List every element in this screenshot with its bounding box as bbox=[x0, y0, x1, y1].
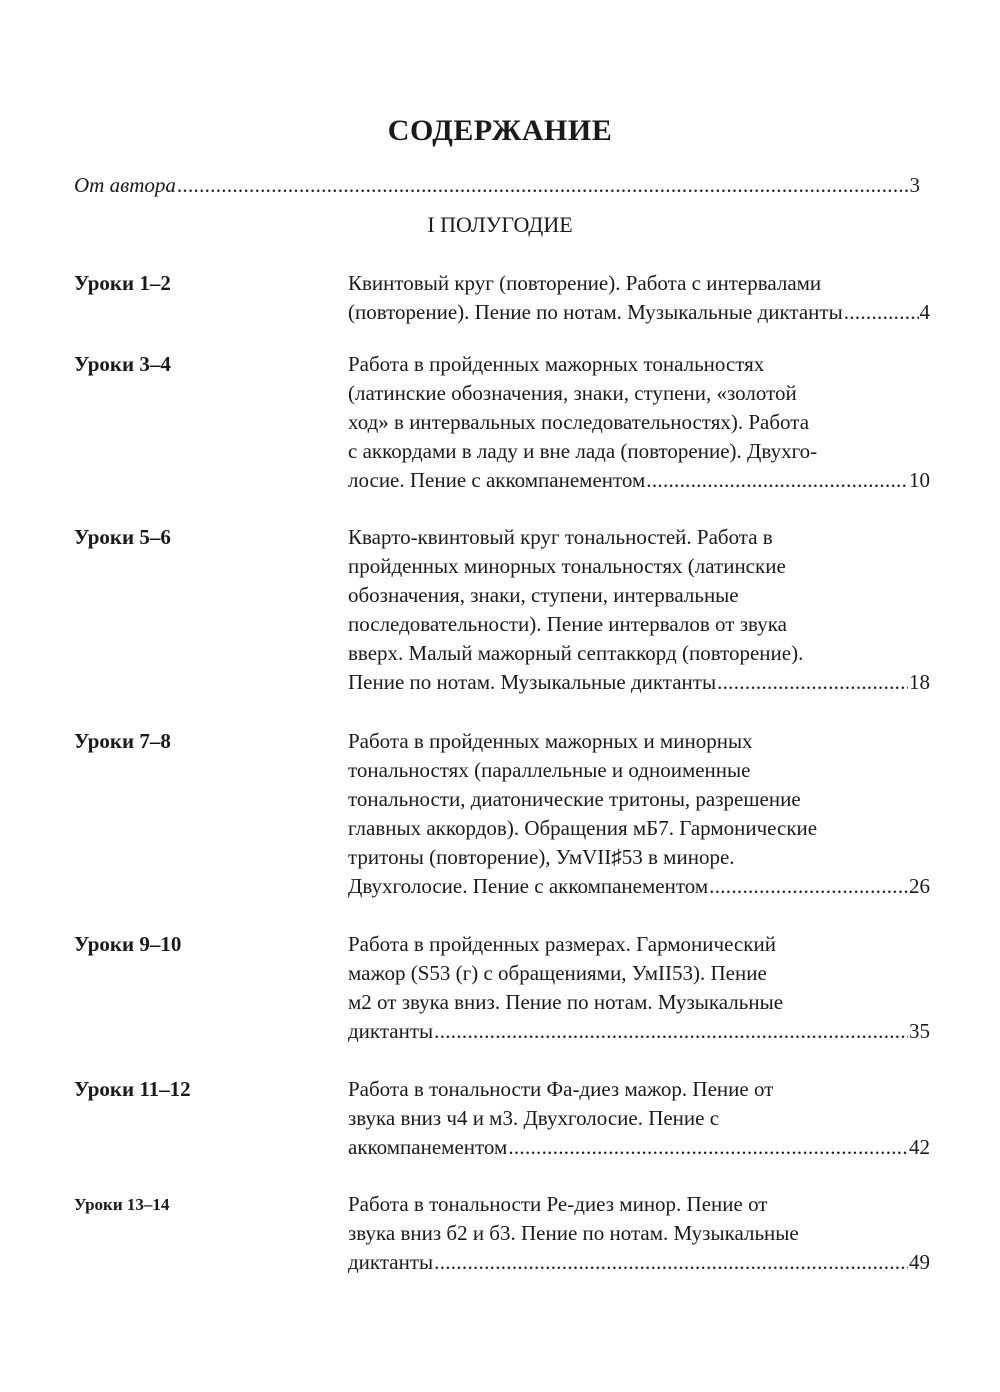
toc-entry-line: м2 от звука вниз. Пение по нотам. Музыкальные bbox=[348, 990, 784, 1014]
toc-entry-line: обозначения, знаки, ступени, интервальные bbox=[348, 583, 739, 607]
toc-entry-author-label: От автора bbox=[74, 173, 176, 197]
toc-entry-line: Работа в тональности Фа-диез мажор. Пение от bbox=[348, 1077, 774, 1101]
toc-entry-page-number: 4 bbox=[919, 300, 930, 324]
toc-entry-line: аккомпанементом bbox=[348, 1135, 508, 1159]
toc-entry-lesson: Уроки 5–6 bbox=[74, 525, 171, 549]
dot-leader bbox=[844, 298, 919, 327]
toc-entry-last-line bbox=[348, 1017, 930, 1046]
dot-leader bbox=[434, 1248, 908, 1277]
toc-entry-line: Пение по нотам. Музыкальные диктанты bbox=[348, 670, 717, 694]
toc-entry-line: тритоны (повторение), УмVII♯53 в миноре. bbox=[348, 845, 735, 869]
page-title: СОДЕРЖАНИЕ bbox=[387, 114, 613, 147]
toc-entry-line: звука вниз ч4 и м3. Двухголосие. Пение с bbox=[348, 1106, 720, 1130]
toc-entry-line: вверх. Малый мажорный септаккорд (повторение). bbox=[348, 641, 804, 665]
toc-entry-page-number: 10 bbox=[909, 468, 930, 492]
toc-entry-line: последовательности). Пение интервалов от звука bbox=[348, 612, 787, 636]
toc-entry-lesson: Уроки 11–12 bbox=[74, 1077, 191, 1101]
toc-entry-lesson: Уроки 1–2 bbox=[74, 271, 171, 295]
toc-entry-last-line bbox=[348, 668, 930, 697]
toc-entry-line: Работа в пройденных мажорных тональностях bbox=[348, 352, 765, 376]
toc-entry-line: главных аккордов). Обращения мБ7. Гармонические bbox=[348, 816, 818, 840]
toc-entry-line: мажор (S53 (г) с обращениями, УмII53). Пение bbox=[348, 961, 767, 985]
toc-entry-description bbox=[348, 269, 930, 327]
toc-entry-description bbox=[348, 727, 930, 901]
toc-entry-lesson: Уроки 13–14 bbox=[74, 1195, 170, 1214]
toc-entry-lesson: Уроки 3–4 bbox=[74, 352, 171, 376]
toc-entry-line: пройденных минорных тональностях (латинские bbox=[348, 554, 786, 578]
toc-entry-line: звука вниз б2 и б3. Пение по нотам. Музыкальные bbox=[348, 1221, 799, 1245]
dot-leader bbox=[709, 872, 908, 901]
dot-leader bbox=[508, 1133, 908, 1162]
toc-entry-description bbox=[348, 523, 930, 697]
toc-entry-line: (латинские обозначения, знаки, ступени, «золотой bbox=[348, 381, 797, 405]
toc-entry-line: Квинтовый круг (повторение). Работа с интервалами bbox=[348, 271, 822, 295]
toc-entry-line: лосие. Пение с аккомпанементом bbox=[348, 468, 646, 492]
toc-entry-line: ход» в интервальных последовательностях). Работа bbox=[348, 410, 810, 434]
toc-entry-page-number: 42 bbox=[909, 1135, 930, 1159]
toc-entry-line: Работа в пройденных размерах. Гармонический bbox=[348, 932, 776, 956]
toc-entry-line: диктанты bbox=[348, 1250, 434, 1274]
toc-entry-line: диктанты bbox=[348, 1019, 434, 1043]
toc-entry-line: (повторение). Пение по нотам. Музыкальные диктанты bbox=[348, 300, 843, 324]
toc-entry-last-line bbox=[348, 466, 930, 495]
toc-entry-page-number: 35 bbox=[909, 1019, 930, 1043]
toc-entry-last-line bbox=[348, 872, 930, 901]
toc-entry-author[interactable] bbox=[74, 170, 920, 200]
toc-entry-line: Двухголосие. Пение с аккомпанементом bbox=[348, 874, 709, 898]
section-heading-half-year: I ПОЛУГОДИЕ bbox=[427, 212, 573, 237]
toc-entry-last-line bbox=[348, 1133, 930, 1162]
toc-entry-line: тональности, диатонические тритоны, разрешение bbox=[348, 787, 801, 811]
dot-leader bbox=[646, 466, 908, 495]
toc-entry-lesson: Уроки 7–8 bbox=[74, 729, 171, 753]
toc-entry-description bbox=[348, 1075, 930, 1162]
toc-entry-last-line bbox=[348, 298, 930, 327]
toc-entry-lesson: Уроки 9–10 bbox=[74, 932, 182, 956]
toc-entry-page-number: 18 bbox=[909, 670, 930, 694]
dot-leader bbox=[434, 1017, 908, 1046]
toc-entry-description bbox=[348, 350, 930, 495]
toc-entry-line: Работа в пройденных мажорных и минорных bbox=[348, 729, 753, 753]
toc-entry-line: тональностях (параллельные и одноименные bbox=[348, 758, 751, 782]
toc-entry-description bbox=[348, 1190, 930, 1277]
toc-entry-line: Работа в тональности Ре-диез минор. Пение от bbox=[348, 1192, 768, 1216]
toc-entry-last-line bbox=[348, 1248, 930, 1277]
toc-entry-description bbox=[348, 930, 930, 1046]
toc-entry-page-number: 3 bbox=[909, 173, 920, 197]
toc-entry-line: Кварто-квинтовый круг тональностей. Работа в bbox=[348, 525, 773, 549]
dot-leader bbox=[177, 170, 909, 200]
toc-entry-line: с аккордами в ладу и вне лада (повторение). Двухго- bbox=[348, 439, 818, 463]
toc-entry-page-number: 26 bbox=[909, 874, 930, 898]
toc-entry-page-number: 49 bbox=[909, 1250, 930, 1274]
dot-leader bbox=[717, 668, 908, 697]
